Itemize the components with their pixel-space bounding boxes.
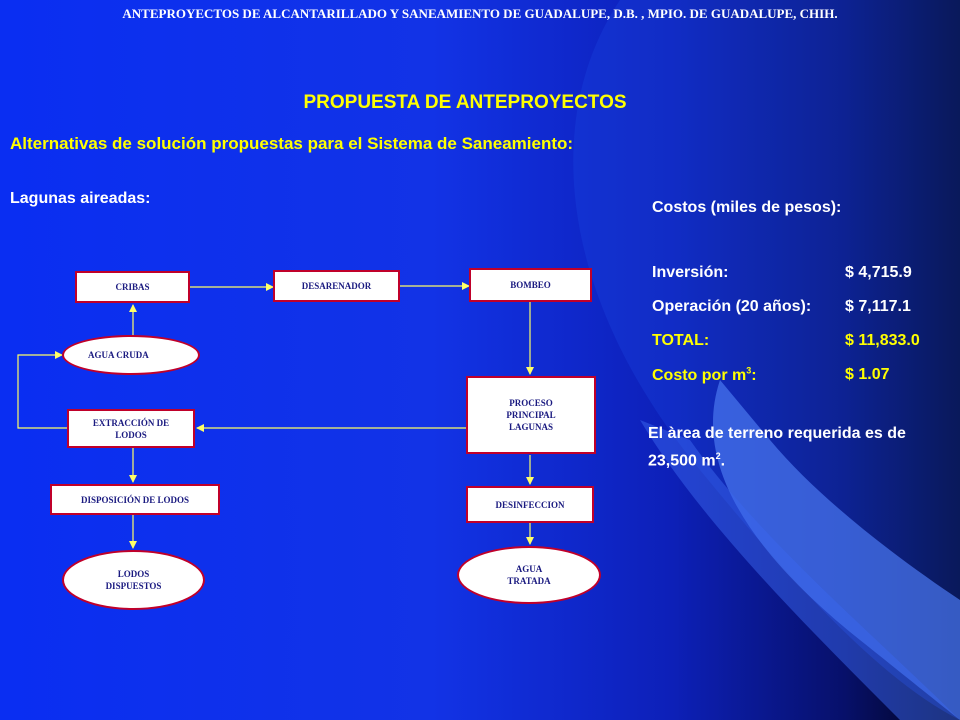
node-bombeo: BOMBEO — [469, 268, 592, 302]
page-subtitle: Alternativas de solución propuestas para el Sistema de Saneamiento: — [10, 134, 574, 153]
node-cribas: CRIBAS — [75, 271, 190, 303]
cost-value: $ 4,715.9 — [845, 264, 912, 281]
cost-value: $ 1.07 — [845, 366, 890, 383]
page-title: PROPUESTA DE ANTEPROYECTOS — [303, 92, 627, 113]
page-header: ANTEPROYECTOS DE ALCANTARILLADO Y SANEAMIENTO DE GUADALUPE, D.B. , MPIO. DE GUADALUPE, CHIH. — [122, 6, 838, 21]
node-desinfeccion: DESINFECCION — [466, 486, 594, 523]
cost-label: Inversión: — [652, 264, 729, 281]
cost-label: Costo por $m^3$: — [652, 366, 757, 385]
node-extraccion-lodos: EXTRACCIÓN DE LODOS — [67, 409, 195, 448]
node-agua-cruda: AGUA CRUDA — [62, 335, 200, 375]
cost-label: TOTAL: — [652, 332, 710, 349]
arrow-recirculation — [18, 355, 67, 428]
node-lodos-dispuestos: LODOS DISPUESTOS — [62, 550, 205, 610]
node-desarenador: DESARENADOR — [273, 270, 400, 302]
node-agua-tratada: AGUA TRATADA — [457, 546, 601, 604]
cost-value: $ 11,833.0 — [845, 332, 920, 349]
section-label: Lagunas aireadas: — [10, 190, 151, 207]
node-proceso-principal: PROCESO PRINCIPAL LAGUNAS — [466, 376, 596, 454]
area-note: El àrea de terreno requerida es de 23,500 $m^2$. — [648, 425, 906, 470]
cost-value: $ 7,117.1 — [845, 298, 911, 315]
node-disposicion-lodos: DISPOSICIÓN DE LODOS — [50, 484, 220, 515]
cost-label: Operación (20 años): — [652, 298, 812, 315]
costs-title: Costos (miles de pesos): — [652, 199, 842, 216]
